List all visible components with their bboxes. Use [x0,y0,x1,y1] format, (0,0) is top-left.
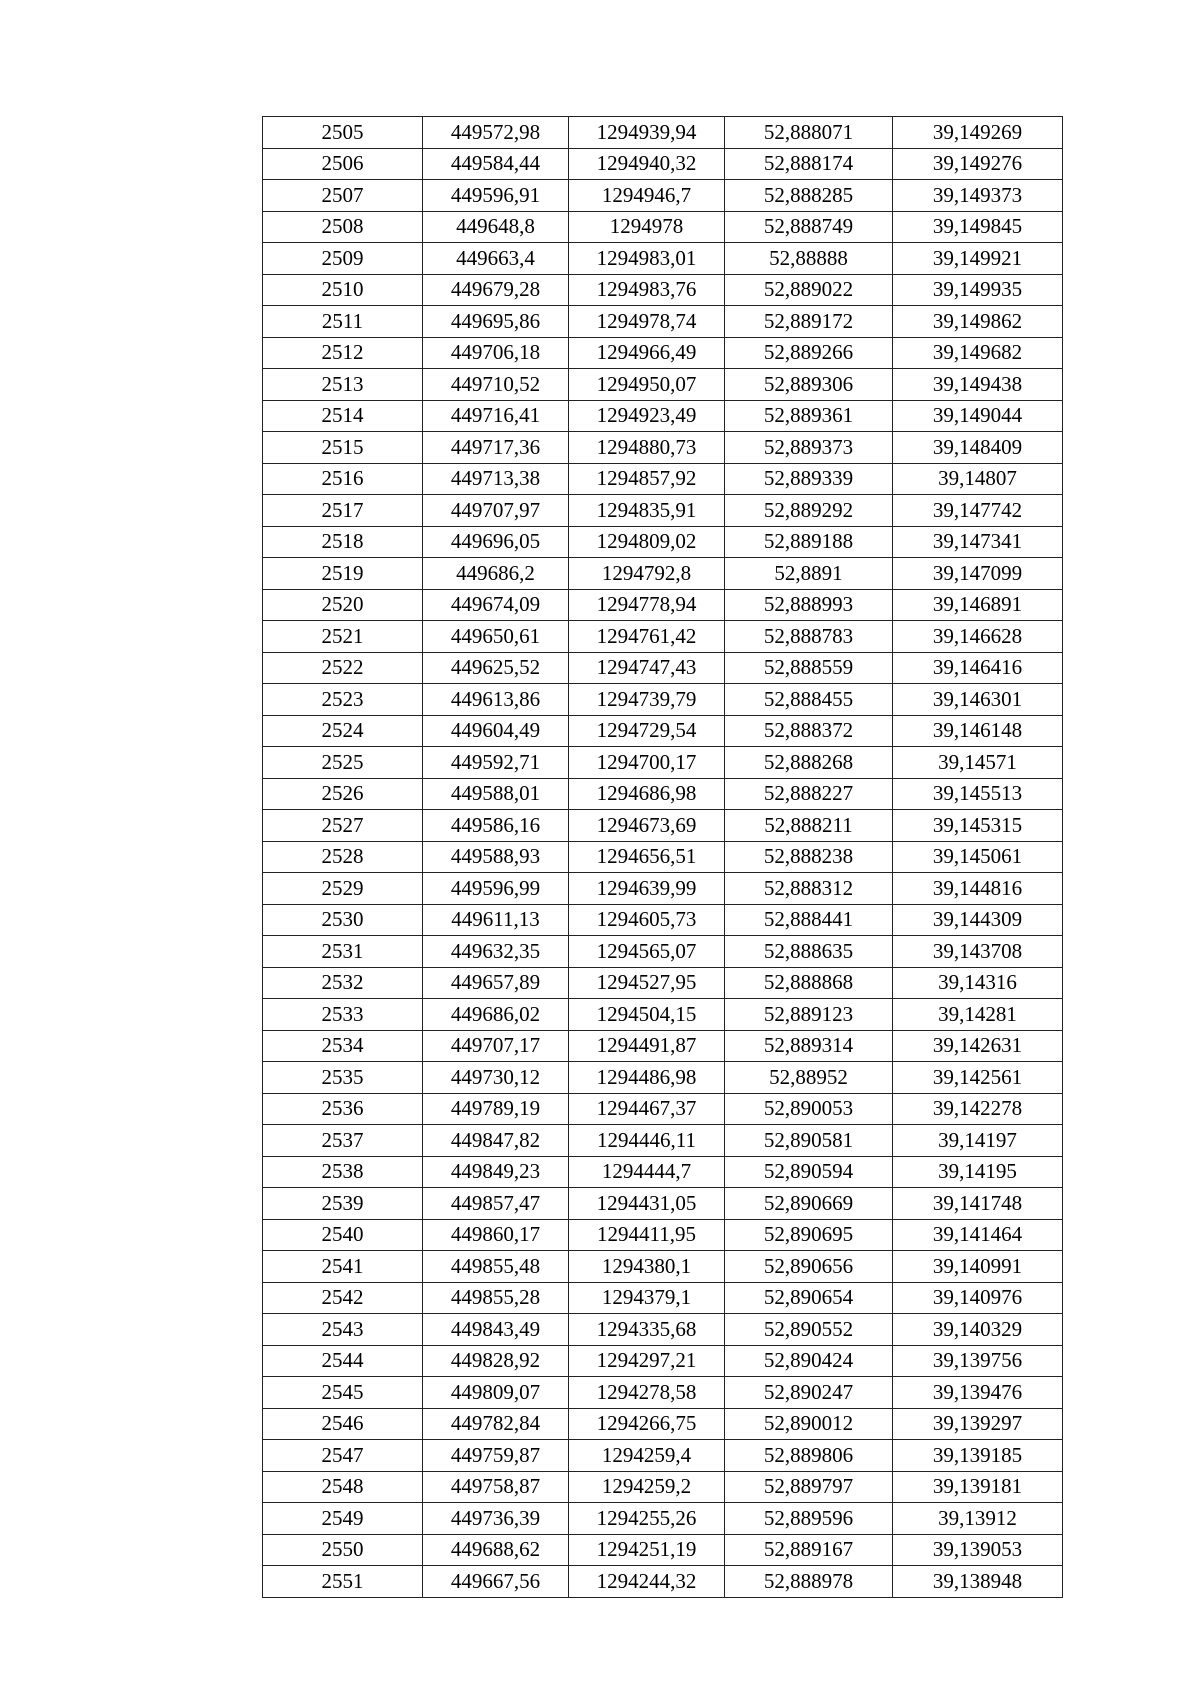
latitude-cell: 52,890424 [725,1345,893,1377]
point-number-cell: 2539 [263,1188,423,1220]
x-coordinate-cell: 449855,48 [423,1251,569,1283]
point-number-cell: 2510 [263,274,423,306]
longitude-cell: 39,141748 [893,1188,1063,1220]
longitude-cell: 39,147742 [893,495,1063,527]
longitude-cell: 39,149862 [893,306,1063,338]
y-coordinate-cell: 1294950,07 [569,369,725,401]
point-number-cell: 2523 [263,684,423,716]
latitude-cell: 52,890552 [725,1314,893,1346]
latitude-cell: 52,888372 [725,715,893,747]
x-coordinate-cell: 449596,99 [423,873,569,905]
table-row [263,1377,1063,1409]
x-coordinate-cell: 449625,52 [423,652,569,684]
table-row [263,558,1063,590]
y-coordinate-cell: 1294983,76 [569,274,725,306]
x-coordinate-cell: 449855,28 [423,1282,569,1314]
table-row [263,1440,1063,1472]
x-coordinate-cell: 449679,28 [423,274,569,306]
latitude-cell: 52,888749 [725,211,893,243]
point-number-cell: 2546 [263,1408,423,1440]
point-number-cell: 2529 [263,873,423,905]
point-number-cell: 2551 [263,1566,423,1598]
latitude-cell: 52,888238 [725,841,893,873]
table-row [263,180,1063,212]
longitude-cell: 39,142561 [893,1062,1063,1094]
longitude-cell: 39,146148 [893,715,1063,747]
point-number-cell: 2525 [263,747,423,779]
point-number-cell: 2538 [263,1156,423,1188]
x-coordinate-cell: 449696,05 [423,526,569,558]
latitude-cell: 52,888071 [725,117,893,149]
point-number-cell: 2524 [263,715,423,747]
longitude-cell: 39,149373 [893,180,1063,212]
point-number-cell: 2540 [263,1219,423,1251]
longitude-cell: 39,144816 [893,873,1063,905]
x-coordinate-cell: 449730,12 [423,1062,569,1094]
longitude-cell: 39,140991 [893,1251,1063,1283]
table-row [263,1188,1063,1220]
longitude-cell: 39,145513 [893,778,1063,810]
point-number-cell: 2532 [263,967,423,999]
y-coordinate-cell: 1294486,98 [569,1062,725,1094]
y-coordinate-cell: 1294983,01 [569,243,725,275]
longitude-cell: 39,149935 [893,274,1063,306]
latitude-cell: 52,888174 [725,148,893,180]
point-number-cell: 2506 [263,148,423,180]
latitude-cell: 52,889306 [725,369,893,401]
x-coordinate-cell: 449667,56 [423,1566,569,1598]
point-number-cell: 2530 [263,904,423,936]
latitude-cell: 52,890053 [725,1093,893,1125]
longitude-cell: 39,146628 [893,621,1063,653]
x-coordinate-cell: 449695,86 [423,306,569,338]
table-row [263,1503,1063,1535]
table-row [263,621,1063,653]
x-coordinate-cell: 449843,49 [423,1314,569,1346]
point-number-cell: 2515 [263,432,423,464]
table-row [263,1125,1063,1157]
latitude-cell: 52,889314 [725,1030,893,1062]
table-row [263,747,1063,779]
table-row [263,841,1063,873]
x-coordinate-cell: 449847,82 [423,1125,569,1157]
table-row [263,715,1063,747]
point-number-cell: 2516 [263,463,423,495]
latitude-cell: 52,889797 [725,1471,893,1503]
y-coordinate-cell: 1294729,54 [569,715,725,747]
table-row [263,904,1063,936]
y-coordinate-cell: 1294656,51 [569,841,725,873]
table-row [263,810,1063,842]
x-coordinate-cell: 449706,18 [423,337,569,369]
longitude-cell: 39,140976 [893,1282,1063,1314]
y-coordinate-cell: 1294467,37 [569,1093,725,1125]
point-number-cell: 2531 [263,936,423,968]
latitude-cell: 52,888559 [725,652,893,684]
table-row [263,778,1063,810]
x-coordinate-cell: 449828,92 [423,1345,569,1377]
table-row [263,1093,1063,1125]
point-number-cell: 2535 [263,1062,423,1094]
latitude-cell: 52,888783 [725,621,893,653]
table-row [263,1282,1063,1314]
latitude-cell: 52,888268 [725,747,893,779]
y-coordinate-cell: 1294259,2 [569,1471,725,1503]
table-row [263,936,1063,968]
latitude-cell: 52,890012 [725,1408,893,1440]
point-number-cell: 2533 [263,999,423,1031]
longitude-cell: 39,141464 [893,1219,1063,1251]
y-coordinate-cell: 1294639,99 [569,873,725,905]
longitude-cell: 39,142631 [893,1030,1063,1062]
latitude-cell: 52,890669 [725,1188,893,1220]
latitude-cell: 52,890656 [725,1251,893,1283]
longitude-cell: 39,13912 [893,1503,1063,1535]
y-coordinate-cell: 1294761,42 [569,621,725,653]
latitude-cell: 52,889806 [725,1440,893,1472]
y-coordinate-cell: 1294835,91 [569,495,725,527]
y-coordinate-cell: 1294278,58 [569,1377,725,1409]
y-coordinate-cell: 1294939,94 [569,117,725,149]
latitude-cell: 52,890247 [725,1377,893,1409]
y-coordinate-cell: 1294411,95 [569,1219,725,1251]
y-coordinate-cell: 1294266,75 [569,1408,725,1440]
longitude-cell: 39,148409 [893,432,1063,464]
y-coordinate-cell: 1294379,1 [569,1282,725,1314]
longitude-cell: 39,145315 [893,810,1063,842]
latitude-cell: 52,888978 [725,1566,893,1598]
latitude-cell: 52,888455 [725,684,893,716]
longitude-cell: 39,146301 [893,684,1063,716]
x-coordinate-cell: 449759,87 [423,1440,569,1472]
x-coordinate-cell: 449572,98 [423,117,569,149]
table-row [263,1062,1063,1094]
table-row [263,999,1063,1031]
coordinates-table-body [263,117,1063,1598]
y-coordinate-cell: 1294966,49 [569,337,725,369]
x-coordinate-cell: 449592,71 [423,747,569,779]
table-row [263,684,1063,716]
point-number-cell: 2507 [263,180,423,212]
longitude-cell: 39,14281 [893,999,1063,1031]
table-row [263,967,1063,999]
point-number-cell: 2513 [263,369,423,401]
y-coordinate-cell: 1294431,05 [569,1188,725,1220]
point-number-cell: 2545 [263,1377,423,1409]
y-coordinate-cell: 1294504,15 [569,999,725,1031]
coordinates-table [262,116,1063,1598]
x-coordinate-cell: 449584,44 [423,148,569,180]
x-coordinate-cell: 449604,49 [423,715,569,747]
longitude-cell: 39,149269 [893,117,1063,149]
y-coordinate-cell: 1294978 [569,211,725,243]
point-number-cell: 2550 [263,1534,423,1566]
table-row [263,1345,1063,1377]
y-coordinate-cell: 1294940,32 [569,148,725,180]
y-coordinate-cell: 1294565,07 [569,936,725,968]
x-coordinate-cell: 449860,17 [423,1219,569,1251]
table-row [263,526,1063,558]
longitude-cell: 39,139297 [893,1408,1063,1440]
table-row [263,1156,1063,1188]
longitude-cell: 39,139756 [893,1345,1063,1377]
latitude-cell: 52,888227 [725,778,893,810]
longitude-cell: 39,143708 [893,936,1063,968]
x-coordinate-cell: 449713,38 [423,463,569,495]
table-row [263,1251,1063,1283]
x-coordinate-cell: 449611,13 [423,904,569,936]
y-coordinate-cell: 1294792,8 [569,558,725,590]
point-number-cell: 2547 [263,1440,423,1472]
x-coordinate-cell: 449613,86 [423,684,569,716]
table-row [263,369,1063,401]
y-coordinate-cell: 1294946,7 [569,180,725,212]
y-coordinate-cell: 1294605,73 [569,904,725,936]
latitude-cell: 52,8891 [725,558,893,590]
y-coordinate-cell: 1294673,69 [569,810,725,842]
latitude-cell: 52,888868 [725,967,893,999]
x-coordinate-cell: 449857,47 [423,1188,569,1220]
longitude-cell: 39,149276 [893,148,1063,180]
y-coordinate-cell: 1294527,95 [569,967,725,999]
longitude-cell: 39,149682 [893,337,1063,369]
point-number-cell: 2541 [263,1251,423,1283]
x-coordinate-cell: 449686,02 [423,999,569,1031]
y-coordinate-cell: 1294923,49 [569,400,725,432]
table-row [263,1566,1063,1598]
latitude-cell: 52,890594 [725,1156,893,1188]
table-row [263,211,1063,243]
x-coordinate-cell: 449632,35 [423,936,569,968]
longitude-cell: 39,147099 [893,558,1063,590]
table-row [263,274,1063,306]
point-number-cell: 2509 [263,243,423,275]
longitude-cell: 39,14807 [893,463,1063,495]
longitude-cell: 39,147341 [893,526,1063,558]
table-row [263,306,1063,338]
longitude-cell: 39,139476 [893,1377,1063,1409]
longitude-cell: 39,145061 [893,841,1063,873]
table-row [263,1030,1063,1062]
table-row [263,117,1063,149]
y-coordinate-cell: 1294809,02 [569,526,725,558]
point-number-cell: 2536 [263,1093,423,1125]
longitude-cell: 39,140329 [893,1314,1063,1346]
latitude-cell: 52,890581 [725,1125,893,1157]
longitude-cell: 39,138948 [893,1566,1063,1598]
point-number-cell: 2505 [263,117,423,149]
x-coordinate-cell: 449688,62 [423,1534,569,1566]
point-number-cell: 2537 [263,1125,423,1157]
table-row [263,1534,1063,1566]
x-coordinate-cell: 449716,41 [423,400,569,432]
table-row [263,652,1063,684]
y-coordinate-cell: 1294446,11 [569,1125,725,1157]
x-coordinate-cell: 449736,39 [423,1503,569,1535]
y-coordinate-cell: 1294880,73 [569,432,725,464]
y-coordinate-cell: 1294255,26 [569,1503,725,1535]
x-coordinate-cell: 449707,17 [423,1030,569,1062]
point-number-cell: 2543 [263,1314,423,1346]
latitude-cell: 52,889361 [725,400,893,432]
table-row [263,1408,1063,1440]
y-coordinate-cell: 1294978,74 [569,306,725,338]
x-coordinate-cell: 449849,23 [423,1156,569,1188]
y-coordinate-cell: 1294444,7 [569,1156,725,1188]
latitude-cell: 52,888312 [725,873,893,905]
x-coordinate-cell: 449717,36 [423,432,569,464]
longitude-cell: 39,142278 [893,1093,1063,1125]
y-coordinate-cell: 1294244,32 [569,1566,725,1598]
latitude-cell: 52,88952 [725,1062,893,1094]
point-number-cell: 2544 [263,1345,423,1377]
longitude-cell: 39,14195 [893,1156,1063,1188]
table-row [263,400,1063,432]
x-coordinate-cell: 449707,97 [423,495,569,527]
point-number-cell: 2518 [263,526,423,558]
table-row [263,589,1063,621]
table-row [263,873,1063,905]
latitude-cell: 52,888993 [725,589,893,621]
y-coordinate-cell: 1294700,17 [569,747,725,779]
point-number-cell: 2517 [263,495,423,527]
longitude-cell: 39,146891 [893,589,1063,621]
point-number-cell: 2526 [263,778,423,810]
point-number-cell: 2512 [263,337,423,369]
point-number-cell: 2527 [263,810,423,842]
table-row [263,1471,1063,1503]
x-coordinate-cell: 449596,91 [423,180,569,212]
latitude-cell: 52,888285 [725,180,893,212]
x-coordinate-cell: 449789,19 [423,1093,569,1125]
longitude-cell: 39,139185 [893,1440,1063,1472]
longitude-cell: 39,149438 [893,369,1063,401]
table-row [263,495,1063,527]
x-coordinate-cell: 449650,61 [423,621,569,653]
point-number-cell: 2548 [263,1471,423,1503]
y-coordinate-cell: 1294380,1 [569,1251,725,1283]
table-row [263,1219,1063,1251]
x-coordinate-cell: 449782,84 [423,1408,569,1440]
longitude-cell: 39,14316 [893,967,1063,999]
x-coordinate-cell: 449586,16 [423,810,569,842]
longitude-cell: 39,149845 [893,211,1063,243]
y-coordinate-cell: 1294739,79 [569,684,725,716]
y-coordinate-cell: 1294747,43 [569,652,725,684]
longitude-cell: 39,146416 [893,652,1063,684]
point-number-cell: 2521 [263,621,423,653]
x-coordinate-cell: 449758,87 [423,1471,569,1503]
longitude-cell: 39,139181 [893,1471,1063,1503]
x-coordinate-cell: 449710,52 [423,369,569,401]
table-row [263,337,1063,369]
x-coordinate-cell: 449657,89 [423,967,569,999]
latitude-cell: 52,889373 [725,432,893,464]
latitude-cell: 52,889172 [725,306,893,338]
y-coordinate-cell: 1294251,19 [569,1534,725,1566]
latitude-cell: 52,889123 [725,999,893,1031]
point-number-cell: 2522 [263,652,423,684]
point-number-cell: 2549 [263,1503,423,1535]
y-coordinate-cell: 1294297,21 [569,1345,725,1377]
x-coordinate-cell: 449648,8 [423,211,569,243]
latitude-cell: 52,889596 [725,1503,893,1535]
latitude-cell: 52,889292 [725,495,893,527]
point-number-cell: 2511 [263,306,423,338]
x-coordinate-cell: 449809,07 [423,1377,569,1409]
longitude-cell: 39,139053 [893,1534,1063,1566]
x-coordinate-cell: 449674,09 [423,589,569,621]
latitude-cell: 52,888635 [725,936,893,968]
y-coordinate-cell: 1294335,68 [569,1314,725,1346]
longitude-cell: 39,14571 [893,747,1063,779]
y-coordinate-cell: 1294491,87 [569,1030,725,1062]
table-row [263,148,1063,180]
table-row [263,243,1063,275]
x-coordinate-cell: 449588,93 [423,841,569,873]
latitude-cell: 52,889266 [725,337,893,369]
x-coordinate-cell: 449663,4 [423,243,569,275]
point-number-cell: 2520 [263,589,423,621]
y-coordinate-cell: 1294778,94 [569,589,725,621]
latitude-cell: 52,888211 [725,810,893,842]
table-row [263,1314,1063,1346]
x-coordinate-cell: 449686,2 [423,558,569,590]
longitude-cell: 39,149044 [893,400,1063,432]
latitude-cell: 52,889339 [725,463,893,495]
latitude-cell: 52,888441 [725,904,893,936]
y-coordinate-cell: 1294259,4 [569,1440,725,1472]
latitude-cell: 52,889022 [725,274,893,306]
point-number-cell: 2542 [263,1282,423,1314]
latitude-cell: 52,890654 [725,1282,893,1314]
point-number-cell: 2514 [263,400,423,432]
point-number-cell: 2534 [263,1030,423,1062]
latitude-cell: 52,88888 [725,243,893,275]
longitude-cell: 39,149921 [893,243,1063,275]
longitude-cell: 39,14197 [893,1125,1063,1157]
longitude-cell: 39,144309 [893,904,1063,936]
point-number-cell: 2508 [263,211,423,243]
x-coordinate-cell: 449588,01 [423,778,569,810]
point-number-cell: 2528 [263,841,423,873]
latitude-cell: 52,890695 [725,1219,893,1251]
point-number-cell: 2519 [263,558,423,590]
table-row [263,463,1063,495]
y-coordinate-cell: 1294857,92 [569,463,725,495]
table-row [263,432,1063,464]
latitude-cell: 52,889188 [725,526,893,558]
latitude-cell: 52,889167 [725,1534,893,1566]
y-coordinate-cell: 1294686,98 [569,778,725,810]
